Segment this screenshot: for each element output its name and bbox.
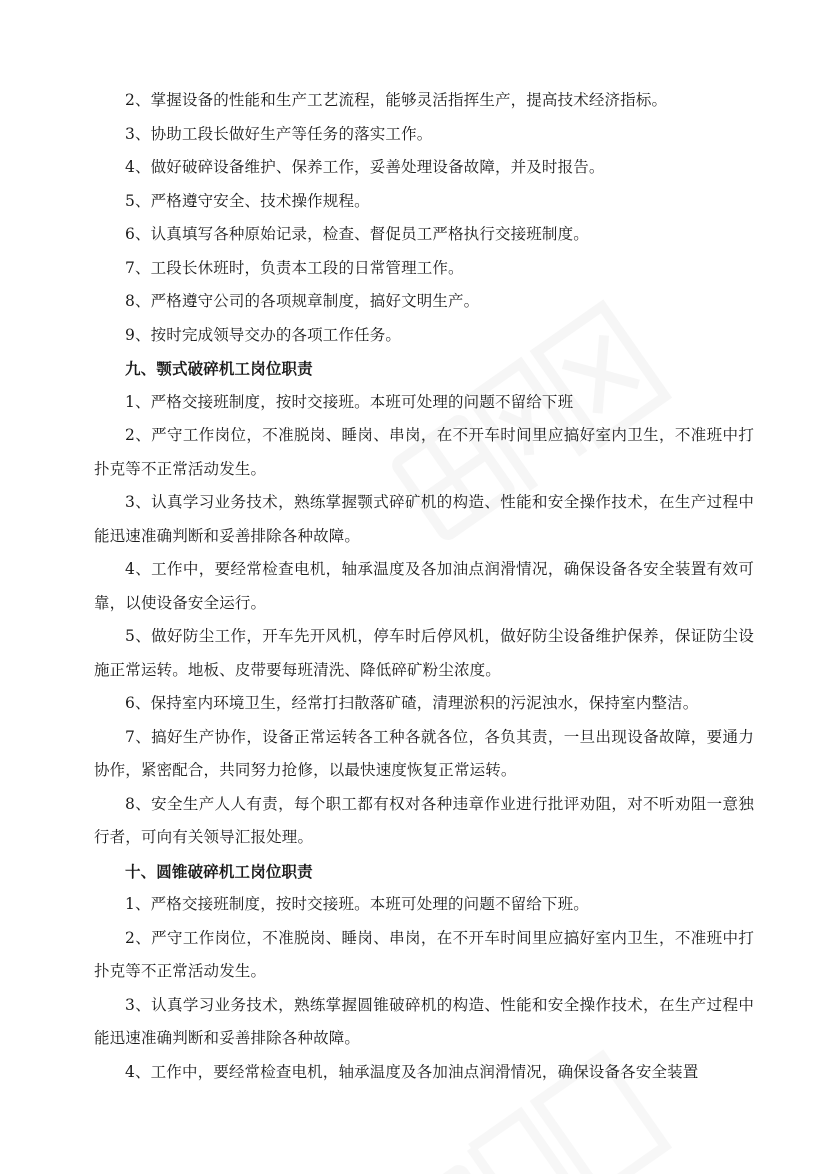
list-item: 3、协助工段长做好生产等任务的落实工作。 — [125, 124, 433, 143]
list-item: 4、工作中，要经常检查电机，轴承温度及各加油点润滑情况，确保设备各安全装置有效可靠，以使设备安全运行。 — [94, 560, 754, 612]
list-item: 4、做好破碎设备维护、保养工作，妥善处理设备故障，并及时报告。 — [125, 158, 605, 176]
list-item: 8、严格遵守公司的各项规章制度，搞好文明生产。 — [125, 292, 480, 310]
list-item: 6、保持室内环境卫生，经常打扫散落矿碴，清理淤积的污泥浊水，保持室内整洁。 — [125, 694, 699, 712]
list-item: 1、严格交接班制度，按时交接班。本班可处理的问题不留给下班 — [125, 392, 574, 411]
list-item: 3、认真学习业务技术，熟练掌握圆锥破碎机的构造、性能和安全操作技术，在生产过程中能迅速准确判断和妥善排除各种故障。 — [94, 995, 754, 1047]
list-item: 9、按时完成领导交办的各项工作任务。 — [125, 325, 402, 344]
list-item: 2、严守工作岗位，不准脱岗、睡岗、串岗，在不开车时间里应搞好室内卫生，不准班中打扑克等不正常活动发生。 — [94, 426, 754, 478]
list-item: 7、搞好生产协作，设备正常运转各工种各就各位，各负其责，一旦出现设备故障，要通力协作，紧密配合，共同努力抢修，以最快速度恢复正常运转。 — [94, 727, 754, 779]
list-item: 5、做好防尘工作，开车先开风机，停车时后停风机，做好防尘设备维护保养，保证防尘设施正常运转。地板、皮带要每班清洗、降低碎矿粉尘浓度。 — [94, 627, 754, 679]
list-item: 1、严格交接班制度，按时交接班。本班可处理的问题不留给下班。 — [125, 895, 589, 913]
list-item: 2、严守工作岗位，不准脱岗、睡岗、串岗，在不开车时间里应搞好室内卫生，不准班中打扑克等不正常活动发生。 — [94, 928, 754, 980]
list-item: 2、掌握设备的性能和生产工艺流程，能够灵活指挥生产，提高技术经济指标。 — [125, 91, 668, 109]
section-heading: 十、圆锥破碎机工岗位职责 — [125, 861, 313, 881]
list-item: 3、认真学习业务技术，熟练掌握颚式碎矿机的构造、性能和安全操作技术，在生产过程中能迅速准确判断和妥善排除各种故障。 — [94, 493, 754, 545]
list-item: 7、工段长休班时，负责本工段的日常管理工作。 — [125, 258, 464, 277]
list-item: 5、严格遵守安全、技术操作规程。 — [125, 191, 370, 210]
list-item: 8、安全生产人人有责，每个职工都有权对各种违章作业进行批评劝阻，对不听劝阻一意独行者，可向有关领导汇报处理。 — [94, 794, 754, 846]
document-body — [94, 84, 754, 1089]
section-heading: 九、颚式破碎机工岗位职责 — [125, 359, 313, 378]
list-item: 6、认真填写各种原始记录，检查、督促员工严格执行交接班制度。 — [125, 225, 589, 243]
list-item: 4、工作中，要经常检查电机，轴承温度及各加油点润滑情况，确保设备各安全装置 — [125, 1062, 699, 1081]
